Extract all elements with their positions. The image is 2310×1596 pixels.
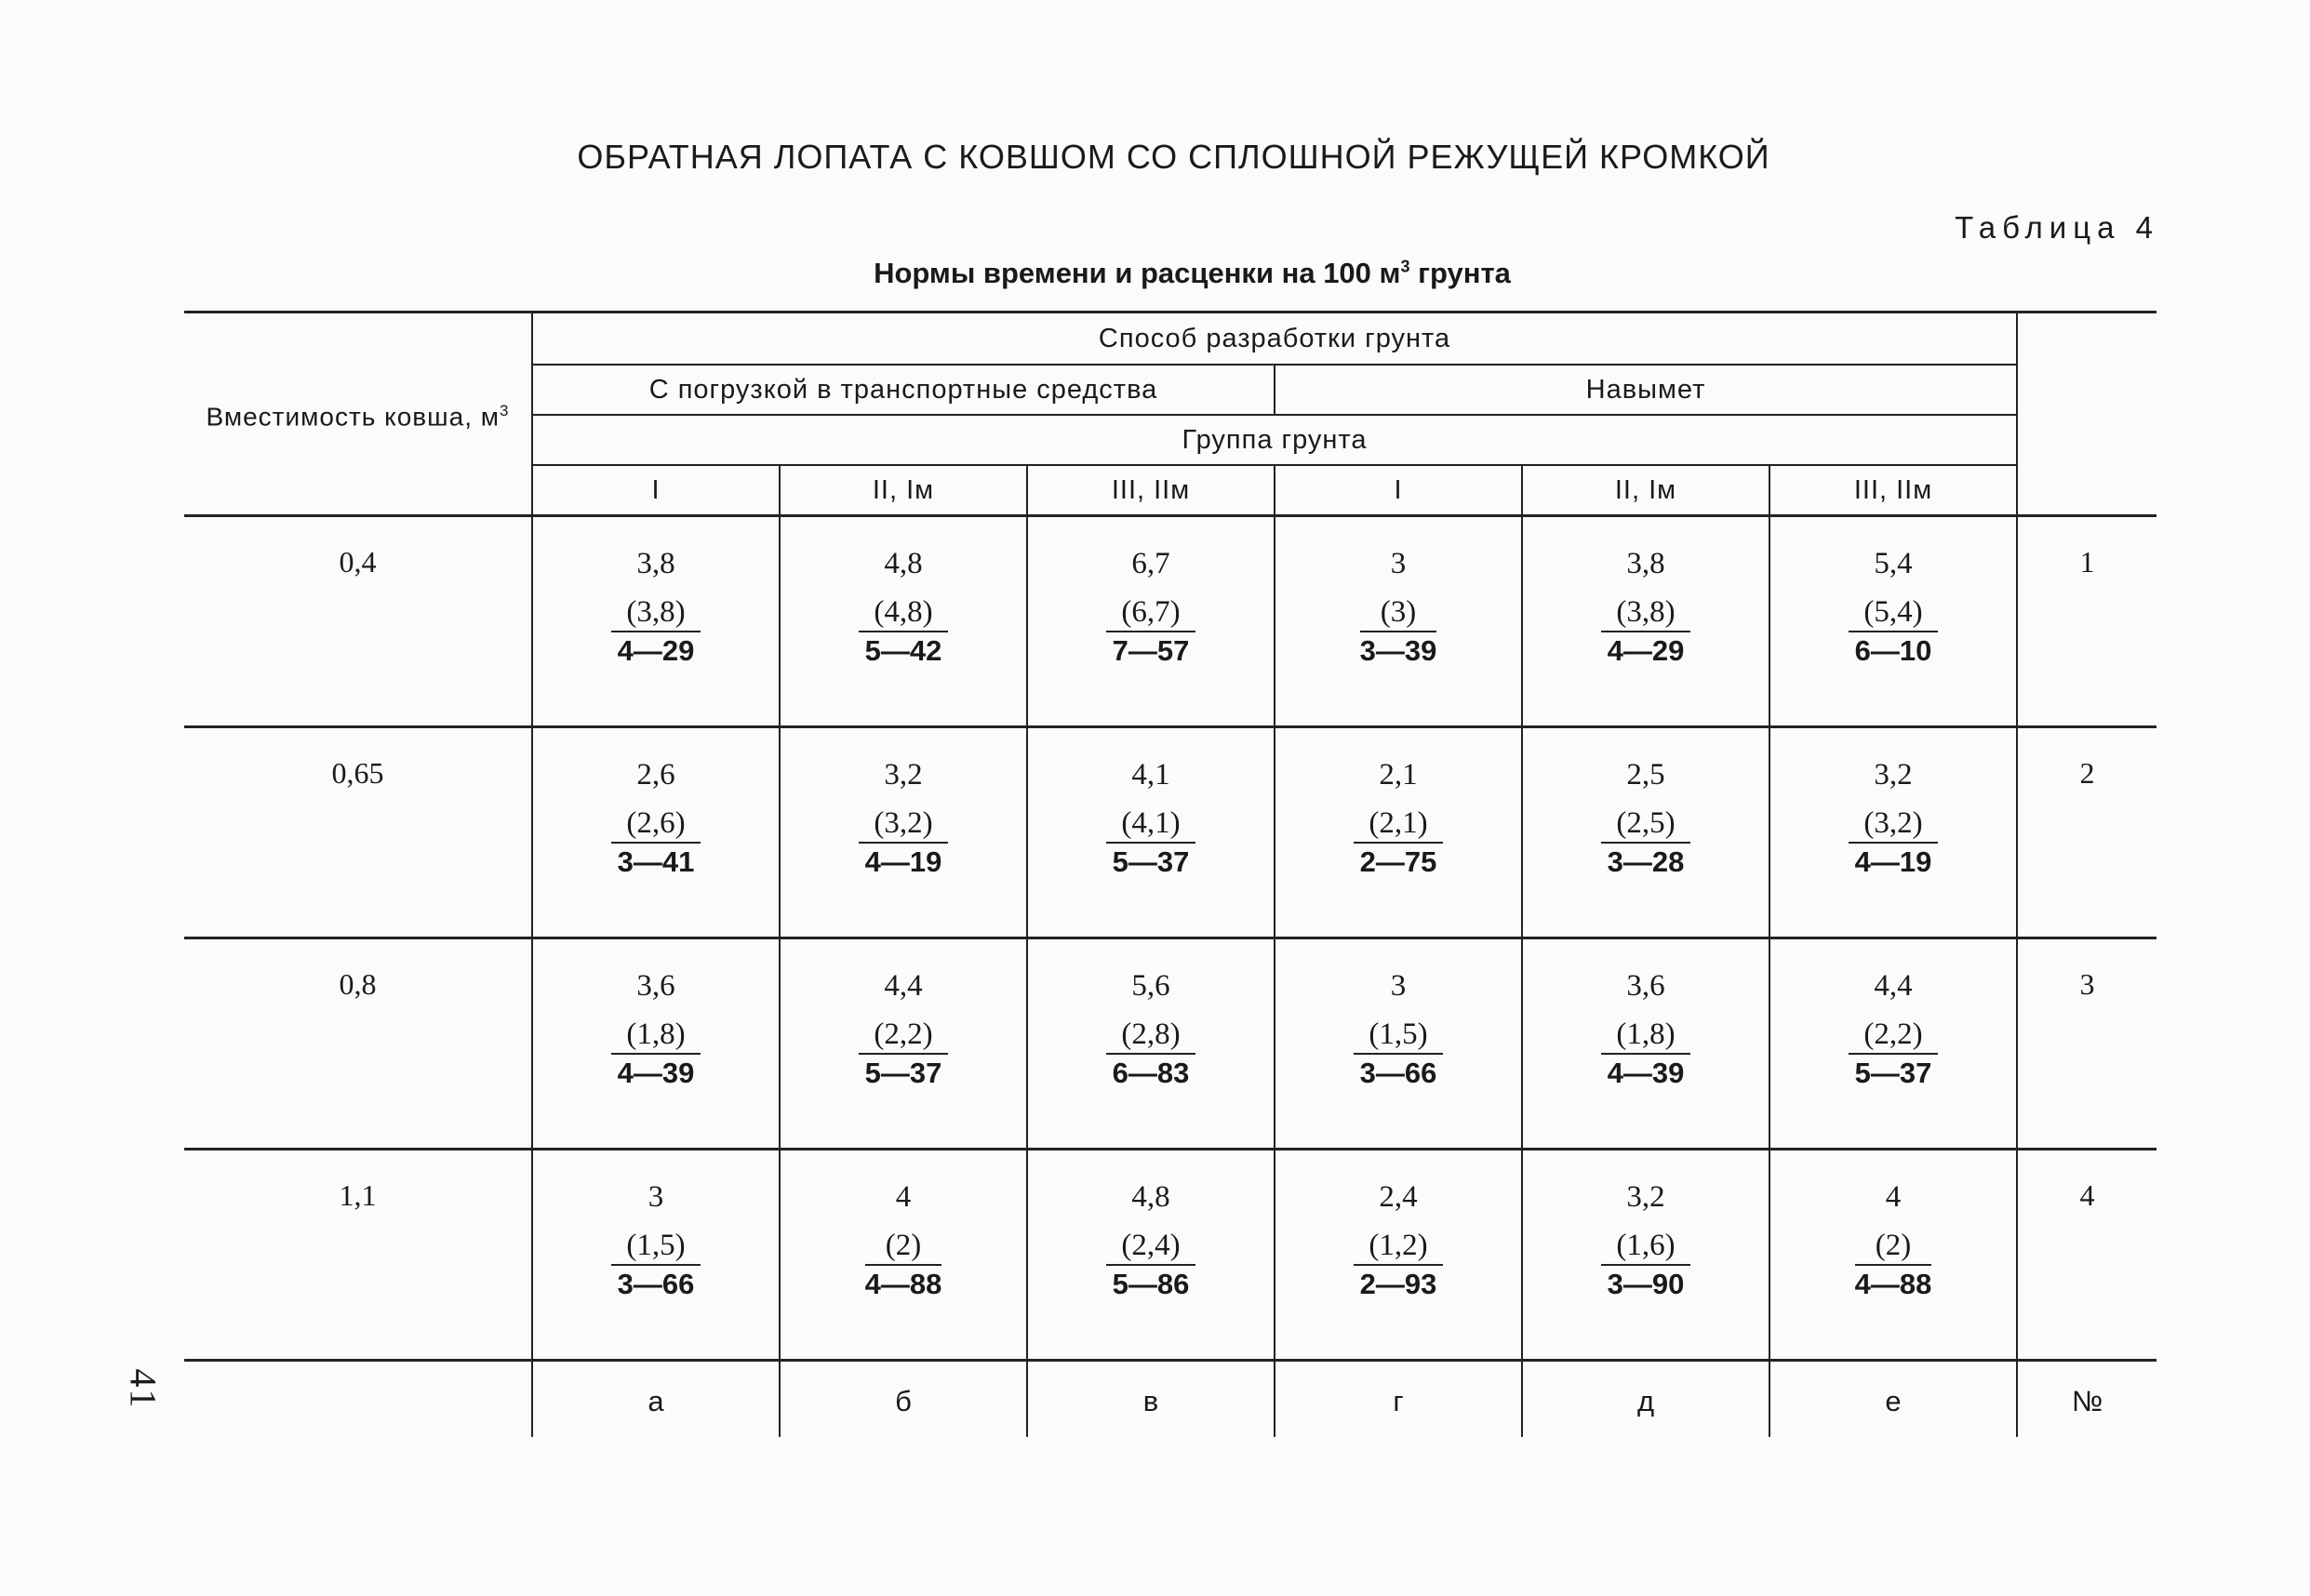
time-norm: 3,2 (1626, 1180, 1665, 1214)
caption-suffix: грунта (1409, 257, 1511, 289)
norm-value-group (1354, 1178, 1442, 1303)
norm-cell (1769, 1150, 2017, 1361)
table-number: Таблица 4 (1955, 210, 2159, 245)
rate: 4—29 (1607, 634, 1685, 667)
column-letter: д (1522, 1361, 1769, 1438)
capacity-value: 0,65 (184, 727, 532, 938)
row-number: 3 (2017, 938, 2156, 1150)
rate: 6—83 (1112, 1057, 1190, 1089)
norm-cell (532, 727, 780, 938)
machine-time: (2,8) (1106, 1016, 1195, 1055)
machine-time: (2,2) (859, 1016, 947, 1055)
norm-cell (532, 1150, 780, 1361)
machine-time: (1,6) (1601, 1227, 1689, 1266)
table-body (184, 516, 2156, 1361)
rate: 5—37 (864, 1057, 942, 1089)
rate: 4—19 (864, 845, 942, 878)
footer-blank (184, 1361, 532, 1438)
rate: 3—66 (1359, 1057, 1437, 1089)
capacity-header-sup: 3 (500, 401, 510, 419)
group-header: I (1275, 465, 1522, 516)
rate: 7—57 (1112, 634, 1190, 667)
machine-time: (2,6) (611, 805, 700, 844)
group-header: III, IIм (1769, 465, 2017, 516)
capacity-value: 0,4 (184, 516, 532, 727)
table-caption (0, 257, 2310, 290)
norm-value-group (1354, 967, 1442, 1092)
machine-time: (3,8) (611, 593, 700, 632)
column-letter: е (1769, 1361, 2017, 1438)
norm-cell (1275, 727, 1522, 938)
norm-value-group (1106, 756, 1195, 881)
capacity-header-label: Вместимость ковша, м (206, 402, 501, 432)
capacity-value: 0,8 (184, 938, 532, 1150)
norm-cell (1522, 516, 1769, 727)
norm-cell (1275, 938, 1522, 1150)
norm-cell (1027, 1150, 1275, 1361)
row-number: 2 (2017, 727, 2156, 938)
norm-value-group (859, 545, 947, 670)
machine-time: (2,2) (1849, 1016, 1937, 1055)
time-norm: 3,6 (636, 969, 675, 1003)
norm-value-group (1354, 756, 1442, 881)
norm-value-group (865, 1178, 942, 1303)
time-norm: 6,7 (1131, 547, 1170, 580)
norm-cell (1027, 516, 1275, 727)
norm-value-group (859, 967, 947, 1092)
norm-cell (532, 516, 780, 727)
norm-value-group (859, 756, 947, 881)
norm-cell (1769, 727, 2017, 938)
caption-prefix: Нормы времени и расценки на 100 м (874, 257, 1401, 289)
time-norm: 2,1 (1379, 758, 1418, 791)
norm-value-group (1601, 756, 1689, 881)
norm-cell (1027, 727, 1275, 938)
page-number: 41 (122, 1368, 165, 1410)
time-norm: 3,6 (1626, 969, 1665, 1003)
norm-cell (780, 1150, 1027, 1361)
time-norm: 4,4 (884, 969, 923, 1003)
column-letter: а (532, 1361, 780, 1438)
group-header: I (532, 465, 780, 516)
machine-time: (1,8) (1601, 1016, 1689, 1055)
time-norm: 3 (1390, 547, 1407, 580)
rate: 5—37 (1854, 1057, 1932, 1089)
machine-time: (4,1) (1106, 805, 1195, 844)
norm-value-group (611, 967, 700, 1092)
norm-cell (1522, 1150, 1769, 1361)
group-header: II, Iм (780, 465, 1027, 516)
time-norm: 3,2 (1874, 758, 1913, 791)
rate: 4—88 (1854, 1268, 1932, 1300)
rate: 3—28 (1607, 845, 1685, 878)
norm-cell (780, 938, 1027, 1150)
norm-value-group (1360, 545, 1437, 670)
machine-time: (2,1) (1354, 805, 1442, 844)
machine-time: (4,8) (859, 593, 947, 632)
machine-time: (2,5) (1601, 805, 1689, 844)
table-row (184, 516, 2156, 727)
norm-cell (1027, 938, 1275, 1150)
machine-time: (5,4) (1849, 593, 1937, 632)
rate: 5—86 (1112, 1268, 1190, 1300)
page-title: ОБРАТНАЯ ЛОПАТА С КОВШОМ СО СПЛОШНОЙ РЕЖУЩЕЙ КРОМКОЙ (577, 138, 1770, 176)
machine-time: (2) (865, 1227, 942, 1266)
machine-time: (1,2) (1354, 1227, 1442, 1266)
group-header: III, IIм (1027, 465, 1275, 516)
rate: 4—19 (1854, 845, 1932, 878)
table-row (184, 1150, 2156, 1361)
norm-value-group (611, 756, 700, 881)
time-norm: 4,8 (1131, 1180, 1170, 1214)
rate: 6—10 (1854, 634, 1932, 667)
machine-time: (2,4) (1106, 1227, 1195, 1266)
time-norm: 4,8 (884, 547, 923, 580)
time-norm: 2,6 (636, 758, 675, 791)
time-norm: 5,6 (1131, 969, 1170, 1003)
rate: 4—29 (617, 634, 695, 667)
capacity-header (184, 313, 532, 516)
column-letter: б (780, 1361, 1027, 1438)
with-loading-header: С погрузкой в транспортные средства (532, 365, 1275, 415)
norm-value-group (1601, 967, 1689, 1092)
number-header-blank (2017, 313, 2156, 516)
rate: 3—39 (1359, 634, 1437, 667)
norm-cell (780, 727, 1027, 938)
group-header: II, Iм (1522, 465, 1769, 516)
time-norm: 4 (895, 1180, 912, 1214)
norm-value-group (1849, 967, 1937, 1092)
norm-value-group (1106, 545, 1195, 670)
time-norm: 3 (1390, 969, 1407, 1003)
norm-cell (1769, 938, 2017, 1150)
table-row (184, 938, 2156, 1150)
norm-value-group (1106, 1178, 1195, 1303)
time-norm: 3,8 (636, 547, 675, 580)
norm-cell (1275, 1150, 1522, 1361)
row-number: 1 (2017, 516, 2156, 727)
column-letter: г (1275, 1361, 1522, 1438)
norm-cell (1769, 516, 2017, 727)
spoil-header: Навымет (1275, 365, 2017, 415)
norms-table (184, 311, 2156, 1437)
machine-time: (3,8) (1601, 593, 1689, 632)
soil-group-header: Группа грунта (532, 415, 2017, 465)
time-norm: 3,2 (884, 758, 923, 791)
norm-value-group (1849, 545, 1937, 670)
rate: 4—39 (617, 1057, 695, 1089)
time-norm: 2,5 (1626, 758, 1665, 791)
norm-cell (532, 938, 780, 1150)
time-norm: 3,8 (1626, 547, 1665, 580)
norm-cell (1275, 516, 1522, 727)
norm-cell (1522, 727, 1769, 938)
machine-time: (6,7) (1106, 593, 1195, 632)
method-header: Способ разработки грунта (532, 313, 2017, 366)
number-label: № (2017, 1361, 2156, 1438)
machine-time: (1,5) (611, 1227, 700, 1266)
rate: 5—42 (864, 634, 942, 667)
rate: 4—88 (864, 1268, 942, 1300)
norm-value-group (1855, 1178, 1932, 1303)
norm-value-group (611, 1178, 700, 1303)
time-norm: 4,4 (1874, 969, 1913, 1003)
norm-value-group (1849, 756, 1937, 881)
rate: 2—75 (1359, 845, 1437, 878)
norm-value-group (611, 545, 700, 670)
rate: 3—41 (617, 845, 695, 878)
column-letter: в (1027, 1361, 1275, 1438)
machine-time: (3) (1360, 593, 1437, 632)
rate: 3—66 (617, 1268, 695, 1300)
time-norm: 4,1 (1131, 758, 1170, 791)
norm-value-group (1106, 967, 1195, 1092)
capacity-value: 1,1 (184, 1150, 532, 1361)
norm-value-group (1601, 1178, 1689, 1303)
norm-value-group (1601, 545, 1689, 670)
table-row (184, 727, 2156, 938)
time-norm: 4 (1885, 1180, 1902, 1214)
norm-cell (780, 516, 1027, 727)
machine-time: (2) (1855, 1227, 1932, 1266)
rate: 5—37 (1112, 845, 1190, 878)
time-norm: 3 (648, 1180, 664, 1214)
machine-time: (1,8) (611, 1016, 700, 1055)
time-norm: 5,4 (1874, 547, 1913, 580)
time-norm: 2,4 (1379, 1180, 1418, 1214)
caption-sup: 3 (1400, 257, 1410, 276)
machine-time: (1,5) (1354, 1016, 1442, 1055)
machine-time: (3,2) (859, 805, 947, 844)
row-number: 4 (2017, 1150, 2156, 1361)
rate: 3—90 (1607, 1268, 1685, 1300)
rate: 2—93 (1359, 1268, 1437, 1300)
norm-cell (1522, 938, 1769, 1150)
machine-time: (3,2) (1849, 805, 1937, 844)
rate: 4—39 (1607, 1057, 1685, 1089)
